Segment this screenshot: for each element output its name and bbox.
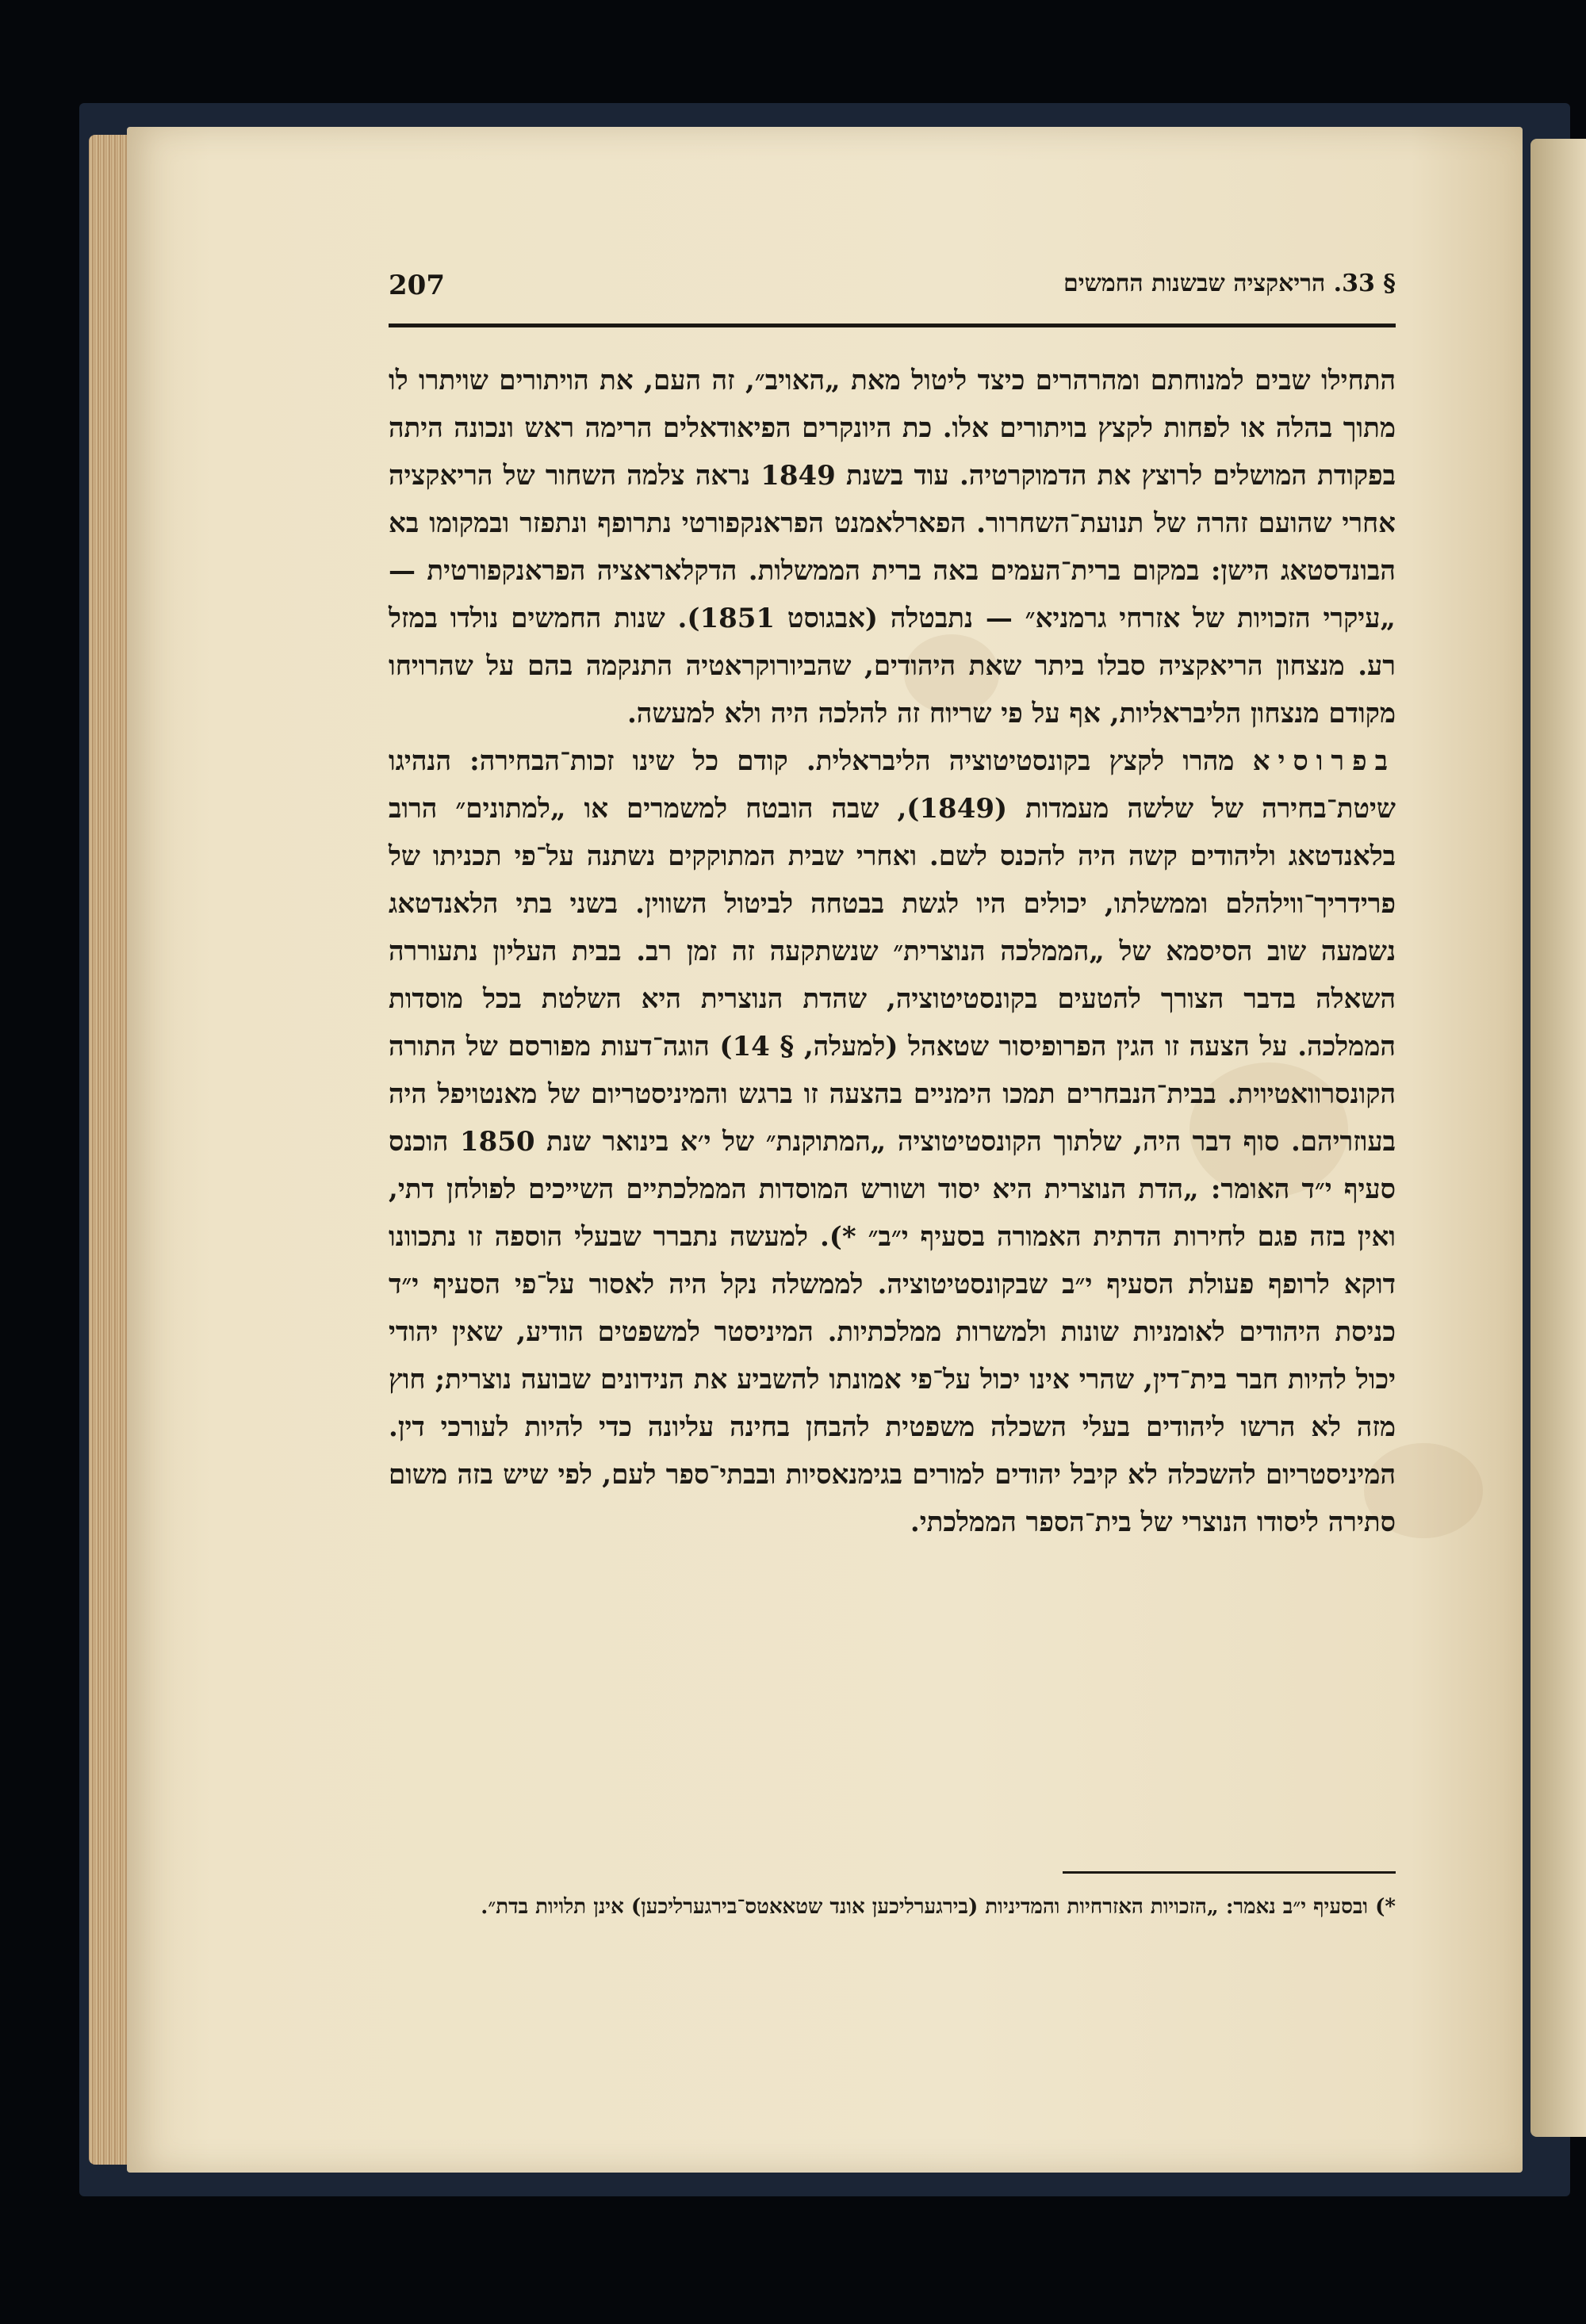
paragraph: התחילו שבים למנוחתם ומהרהרים כיצד ליטול מאת „האויב״, זה העם, את הויתורים שויתרו לו מתוך בהלה או לפחות לקצץ בויתורים אלו. כת היונקרים הפיאודאלים הרימה ראש ונכונה היתה בפקודת המושלים לרוצץ את הדמוקרטיה. עוד בשנת 1849 נראה צלמה השחור של הריאקציה אחרי שהועם זהרה של תנועת־השחרור. הפארלאמנט הפראנקפורטי נתרופף ונתפזר ובמקומו בא הבונדסטאג הישן: במקום ברית־העמים באה ברית הממשלות. הדקלאראציה הפראנקפורטית — „עיקרי הזכויות של אזרחי גרמניא״ — נתבטלה (אבגוסט 1851). שנות החמשים נולדו במזל רע. מנצחון הריאקציה סבלו ביתר שאת היהודים, שהביורוקראטיה התנקמה בהם על שהרויחו מקודם מנצחון הליבראליות, אף על פי שריוח זה להלכה היה ולא למעשה. (389, 365, 1396, 729)
footnote: *) ובסעיף י״ב נאמר: „הזכויות האזרחיות והמדיניות (בירגערליכען אונד שטאאטס־בירגערליכען) אינן תלויות בדת״. (481, 1895, 1396, 1919)
page-header (389, 270, 1396, 317)
paragraph: בפרוסיא מהרו לקצץ בקונסטיטוציה הליבראלית. קודם כל שינו זכות־הבחירה: הנהיגו שיטת־בחירה של שלשה מעמדות (1849), שבה הובטח למשמרים או „למתונים״ הרוב בלאנדטאג וליהודים קשה היה להכנס לשם. ואחרי שבית המתוקקים נשתנה על־פי תכניתו של פרידריך־ווילהלם וממשלתו, יכולים היו לגשת בבטחה לביטול השווין. בשני בתי הלאנדטאג נשמעה שוב הסיסמא של „הממלכה הנוצרית״ שנשתקעה זה זמן רב. בבית העליון נתעוררה השאלה בדבר הצורך להטעים בקונסטיטוציה, שהדת הנוצרית היא השלטת בכל מוסדות הממלכה. על הצעה זו הגין הפרופיסור שטאהל (למעלה, § 14) הוגה־דעות מפורסם של התורה הקונסרוואטיוית. בבית־הנבחרים תמכו הימניים בהצעה זו ברגש והמיניסטריום של מאנטויפל היה בעוזריהם. סוף דבר היה, שלתוך הקונסטיטוציה „המתוקנת״ של י׳א בינואר שנת 1850 הוכנס סעיף י״ד האומר: „הדת הנוצרית היא יסוד ושורש המוסדות הממלכתיים השייכים לפולחן דתי, ואין בזה פגם לחירות הדתית האמורה בסעיף י״ב״ *). למעשה נתברר שבעלי הוספה זו נתכוונו דוקא לרופף פעולת הסעיף י״ב שבקונסטיטוציה. לממשלה נקל היה לאסור על־פי הסעיף י״ד כניסת היהודים לאומניות שונות ולמשרות ממלכתיות. המיניסטר למשפטים הודיע, שאין יהודי יכול להיות חבר בית־דין, שהרי אינו יכול על־פי אמונתו להשביע את הנידונים שבועה נוצרית; חוץ מזה לא הרשו ליהודים בעלי השכלה משפטית להבחן בחינה עליונה כדי להיות לעורכי דין. המיניסטריום להשכלה לא קיבל יהודים למורים בגימנאסיות ובבתי־ספר לעם, לפי שיש בזה משום סתירה ליסודו הנוצרי של בית־הספר הממלכתי. (389, 745, 1396, 1538)
running-head: § 33. הריאקציה שבשנות החמשים (1063, 270, 1396, 297)
facing-page-edge (1530, 139, 1586, 2137)
main-text (389, 357, 1396, 1863)
page-number: 207 (389, 270, 445, 301)
footnote-rule (1063, 1871, 1396, 1874)
header-rule (389, 324, 1396, 327)
spaced-lead-word: בפרוסיא (1252, 745, 1396, 777)
